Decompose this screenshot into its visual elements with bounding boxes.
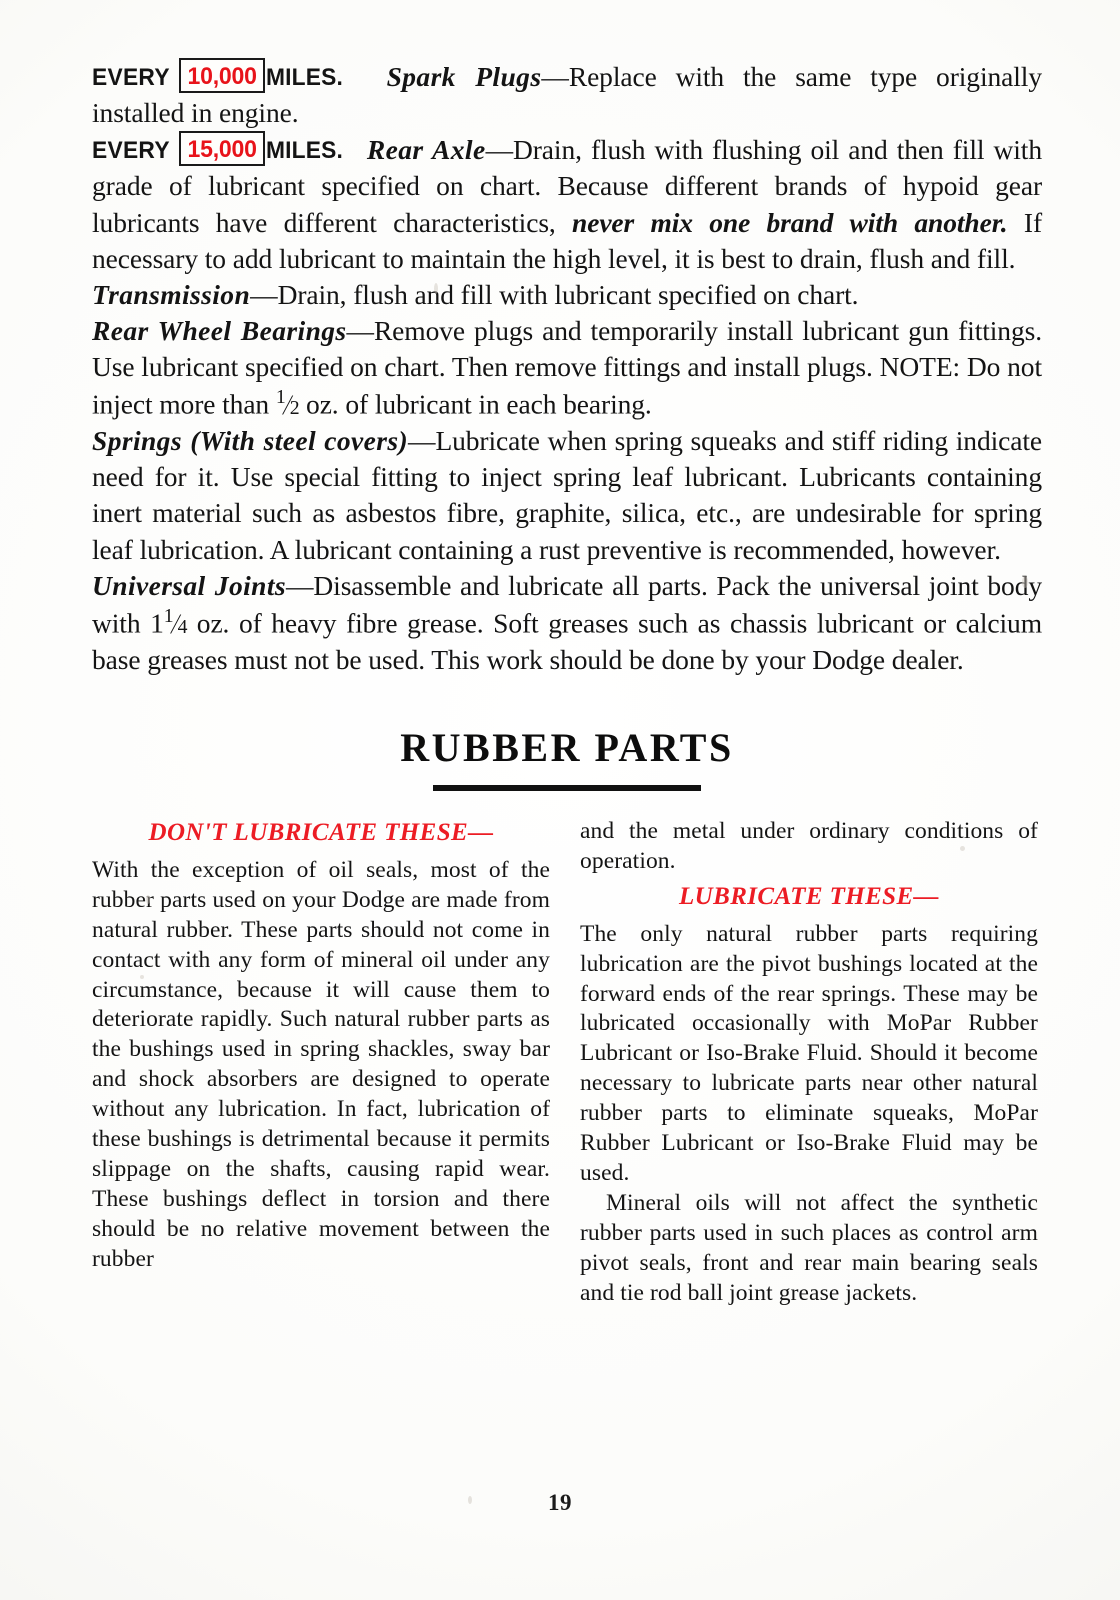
term-rear-wheel-bearings: Rear Wheel Bearings: [92, 315, 347, 347]
universal-joints-body-1: Disassemble and lubricate all parts. Pack the universal joint body with 1: [92, 569, 1042, 639]
transmission-body: Drain, flush and fill with lubricant specified on chart.: [277, 278, 859, 310]
term-springs: Springs (With steel covers): [92, 425, 409, 457]
service-body-spark-plugs: Replace with the same type originally installed in engine.: [92, 61, 1042, 129]
service-term-spark-plugs: Spark Plugs: [386, 61, 542, 92]
em-dash: —: [408, 425, 436, 457]
em-dash: —: [541, 61, 569, 92]
miles-word: MILES.: [265, 64, 343, 91]
subsection-rear-wheel-bearings: [92, 313, 1042, 423]
mileage-value: 10,000: [187, 63, 257, 90]
rear-axle-body-1: Drain, flush with flushing oil and then fill with grade of lubricant specified on chart. Because different brands of hypoid gear lubricants have different characteristics,: [92, 134, 1042, 238]
rear-wheel-bearings-body-2: oz. of lubricant in each bearing.: [299, 388, 652, 420]
left-column-paragraph: With the exception of oil seals, most of the rubber parts used on your Dodge are made from natural rubber. These parts should not come in contact with any form of mineral oil under any circumstance, because it will cause them to deteriorate rapidly. Such natural rubber parts as the bushings used in spring shackles, sway bar and shock absorbers are designed to operate without any lubrication. In fact, lubrication of these bushings is detrimental because it permits slippage on the shafts, causing rapid wear. These bushings deflect in torsion and there should be no relative movement between the rubber: [92, 856, 550, 1273]
subhead-dont-lubricate: DON'T LUBRICATE THESE—: [148, 818, 494, 846]
service-term-rear-axle: Rear Axle: [366, 134, 486, 166]
term-transmission: Transmission: [92, 278, 251, 310]
right-column-paragraph-1: The only natural rubber parts requiring lubrication are the pivot bushings located at the forward ends of the rear springs. These may be lubricated occasionally with MoPar Rubber Lubricant or Iso-Brake Fluid. Should it become necessary to lubricate parts near other natural rubber parts to eliminate squeaks, MoPar Rubber Lubricant or Iso-Brake Fluid may be used.: [580, 920, 1038, 1187]
rear-axle-body-2: If necessary to add lubricant to maintain the high level, it is best to drain, flush and fill.: [92, 206, 1043, 274]
subsection-universal-joints: [92, 568, 1042, 678]
every-label: EVERY: [92, 137, 170, 165]
em-dash: —: [250, 278, 278, 310]
service-entry-10000: [92, 58, 1042, 131]
mileage-value: 15,000: [187, 136, 257, 164]
service-interval-section: [92, 58, 1042, 678]
rear-wheel-bearings-body-1: Remove plugs and temporarily install lubricant gun fittings. Use lubricant specified on chart. Then remove fittings and install plugs. NOTE: Do not inject more than: [92, 315, 1042, 420]
heading-rule: [433, 785, 701, 791]
every-label: EVERY: [92, 64, 170, 91]
mileage-box-15000: [179, 131, 265, 166]
section-title: RUBBER PARTS: [400, 724, 734, 770]
right-column-continuation: and the metal under ordinary conditions of operation.: [580, 817, 1038, 874]
subsection-transmission: [92, 277, 1042, 313]
universal-joints-body-2: oz. of heavy fibre grease. Soft greases such as chassis lubricant or calcium base greases must not be used. This work should be done by your Dodge dealer.: [92, 607, 1042, 675]
right-column: [580, 817, 1038, 1309]
em-dash: —: [285, 569, 314, 601]
right-column-paragraph-2: Mineral oils will not affect the synthetic rubber parts used in such places as control arm pivot seals, front and rear main bearing seals and tie rod ball joint grease jackets.: [580, 1190, 1038, 1307]
fraction-one-half: $^1⁄_2$: [275, 386, 300, 422]
section-heading-block: [92, 724, 1042, 791]
service-entry-15000: [92, 131, 1042, 277]
two-column-body: [92, 817, 1042, 1309]
em-dash: —: [346, 315, 374, 347]
springs-body: Lubricate when spring squeaks and stiff riding indicate need for it. Use special fitting to inject spring leaf lubricant. Lubricants containing inert material such as asbestos fibre, graphite, silica, etc., are undesirable for spring leaf lubrication. A lubricant containing a rust preventive is recommended, however.: [92, 425, 1042, 565]
miles-word: MILES.: [265, 137, 343, 165]
subsection-springs: [92, 423, 1042, 568]
fraction-one-quarter: $^1⁄_4$: [163, 604, 188, 640]
term-universal-joints: Universal Joints: [92, 569, 286, 601]
mileage-box-10000: [179, 58, 265, 93]
rear-axle-emphasis: never mix one brand with another.: [572, 206, 1008, 238]
left-column: [92, 817, 550, 1275]
subhead-lubricate-these: LUBRICATE THESE—: [679, 882, 939, 910]
em-dash: —: [485, 134, 513, 166]
page-number: 19: [548, 1490, 572, 1515]
